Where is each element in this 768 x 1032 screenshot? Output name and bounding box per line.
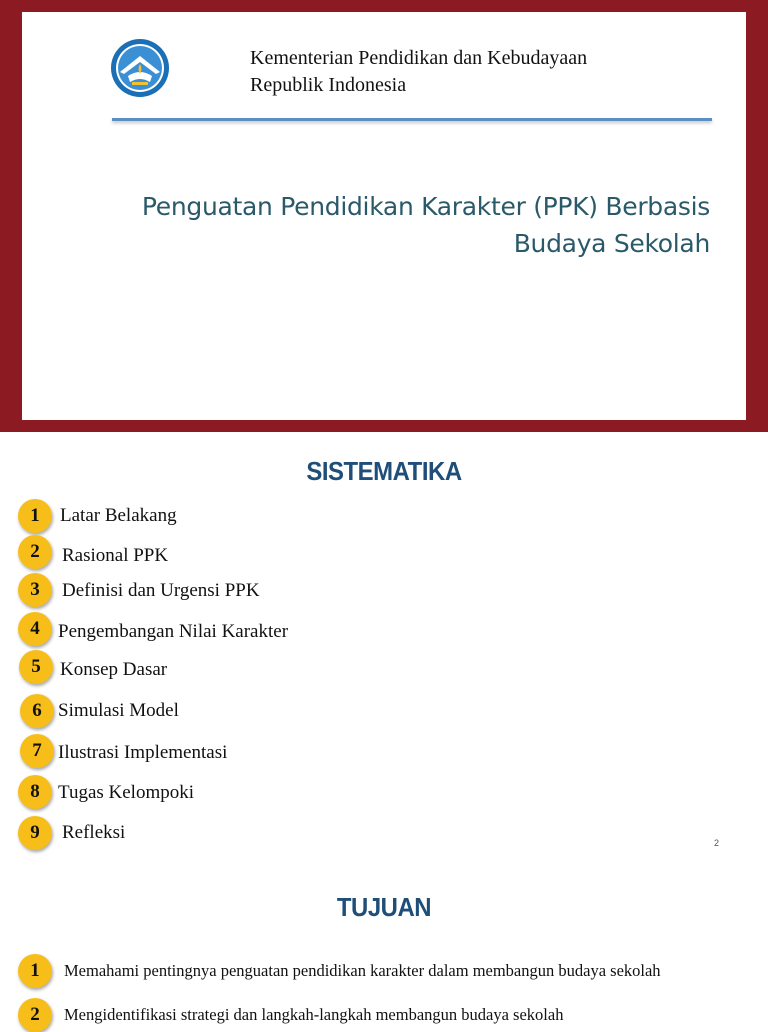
objective-item-label: Mengidentifikasi strategi dan langkah-langkah membangun budaya sekolah xyxy=(64,1005,564,1024)
agenda-item-label: Definisi dan Urgensi PPK xyxy=(62,580,260,601)
header-divider xyxy=(112,118,712,121)
title-slide-card xyxy=(22,12,746,420)
agenda-heading: SISTEMATIKA xyxy=(306,456,462,486)
agenda-item-label: Tugas Kelompoki xyxy=(58,782,195,803)
number-badge: 5 xyxy=(19,650,53,684)
page-number: 2 xyxy=(714,838,720,848)
agenda-slide xyxy=(0,432,768,872)
agenda-item-label: Konsep Dasar xyxy=(60,659,168,680)
agenda-item-label: Simulasi Model xyxy=(58,700,179,721)
number-badge: 6 xyxy=(20,694,54,728)
number-badge: 8 xyxy=(18,775,52,809)
agenda-item-label: Refleksi xyxy=(62,822,126,843)
org-line-2: Republik Indonesia xyxy=(250,74,407,96)
objective-item-label: Memahami pentingnya penguatan pendidikan karakter dalam membangun budaya sekolah xyxy=(64,961,661,980)
number-badge: 7 xyxy=(20,734,54,768)
number-badge: 2 xyxy=(18,535,52,569)
agenda-item-label: Latar Belakang xyxy=(60,505,177,526)
number-badge: 3 xyxy=(18,573,52,607)
number-badge: 9 xyxy=(18,816,52,850)
agenda-item-label: Rasional PPK xyxy=(62,545,169,566)
agenda-item-label: Pengembangan Nilai Karakter xyxy=(58,621,289,642)
objectives-slide xyxy=(0,872,768,1024)
number-badge: 4 xyxy=(18,612,52,646)
title-slide xyxy=(0,0,768,432)
number-badge: 2 xyxy=(18,998,52,1032)
title-line-1: Penguatan Pendidikan Karakter (PPK) Berbasis xyxy=(141,192,710,221)
slide-title xyxy=(102,188,710,262)
number-badge: 1 xyxy=(18,499,52,533)
organization-name xyxy=(250,45,587,99)
org-line-1: Kementerian Pendidikan dan Kebudayaan xyxy=(250,47,588,69)
objectives-heading: TUJUAN xyxy=(336,892,432,922)
number-badge: 1 xyxy=(18,954,52,988)
agenda-item-label: Ilustrasi Implementasi xyxy=(58,742,228,763)
tut-wuri-handayani-logo xyxy=(110,38,170,98)
title-line-2: Budaya Sekolah xyxy=(513,229,710,258)
